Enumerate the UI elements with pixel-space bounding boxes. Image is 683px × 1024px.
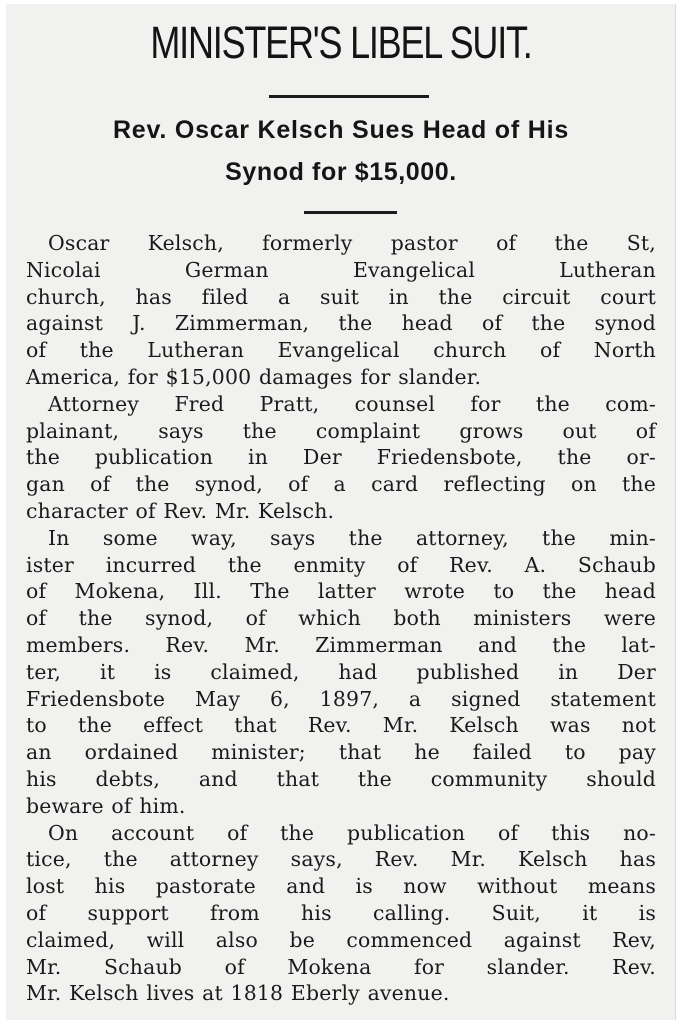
- text-line: an ordained minister; that he failed to pay: [26, 740, 656, 765]
- text-line: ter, it is claimed, had published in Der: [26, 659, 656, 684]
- text-line: On account of the publication of this no-: [48, 820, 656, 845]
- text-line: gan of the synod, of a card reflecting on the: [26, 472, 656, 497]
- paragraph-3: [26, 525, 656, 820]
- text-line: claimed, will also be commenced against Rev,: [26, 927, 656, 952]
- text-line: members. Rev. Mr. Zimmerman and the lat-: [26, 632, 656, 657]
- text-line: his debts, and that the community should: [26, 766, 656, 791]
- text-line: Attorney Fred Pratt, counsel for the com-: [48, 391, 656, 416]
- text-line: plainant, says the complaint grows out of: [26, 418, 656, 443]
- newspaper-clipping: [6, 4, 676, 1020]
- text-line: Mr. Schaub of Mokena for slander. Rev.: [26, 954, 656, 979]
- text-line: America, for $15,000 damages for slander.: [26, 364, 482, 389]
- text-line: of Mokena, Ill. The latter wrote to the head: [26, 579, 656, 604]
- text-line: character of Rev. Mr. Kelsch.: [26, 498, 335, 523]
- text-line: lost his pastorate and is now without means: [26, 874, 656, 899]
- text-line: ister incurred the enmity of Rev. A. Schaub: [26, 552, 656, 577]
- text-line: of the synod, of which both ministers were: [26, 606, 656, 631]
- text-line: against J. Zimmerman, the head of the synod: [26, 311, 656, 336]
- article-body: [26, 230, 656, 1007]
- headline-rule: [269, 95, 429, 98]
- headline: MINISTER'S LIBEL SUIT.: [150, 17, 532, 68]
- paragraph-4: [26, 820, 656, 1008]
- text-line: of support from his calling. Suit, it is: [26, 900, 656, 925]
- text-line: Friedensbote May 6, 1897, a signed statement: [26, 686, 656, 711]
- paragraph-1: [26, 230, 656, 391]
- paragraph-2: [26, 391, 656, 525]
- text-line: beware of him.: [26, 793, 186, 818]
- text-line: In some way, says the attorney, the min-: [48, 525, 656, 550]
- text-line: the publication in Der Friedensbote, the or-: [26, 445, 656, 470]
- text-line: tice, the attorney says, Rev. Mr. Kelsch has: [26, 847, 656, 872]
- text-line: of the Lutheran Evangelical church of North: [26, 338, 656, 363]
- text-line: church, has filed a suit in the circuit court: [26, 284, 656, 309]
- text-line: to the effect that Rev. Mr. Kelsch was not: [26, 713, 656, 738]
- text-line: Mr. Kelsch lives at 1818 Eberly avenue.: [26, 981, 450, 1006]
- subheadline-line-2: Synod for $15,000.: [225, 158, 457, 186]
- subheadline-rule: [304, 211, 397, 214]
- text-line: Oscar Kelsch, formerly pastor of the St,: [48, 231, 656, 255]
- text-line: Nicolai German Evangelical Lutheran: [26, 257, 656, 282]
- subheadline-line-1: Rev. Oscar Kelsch Sues Head of His: [112, 116, 570, 144]
